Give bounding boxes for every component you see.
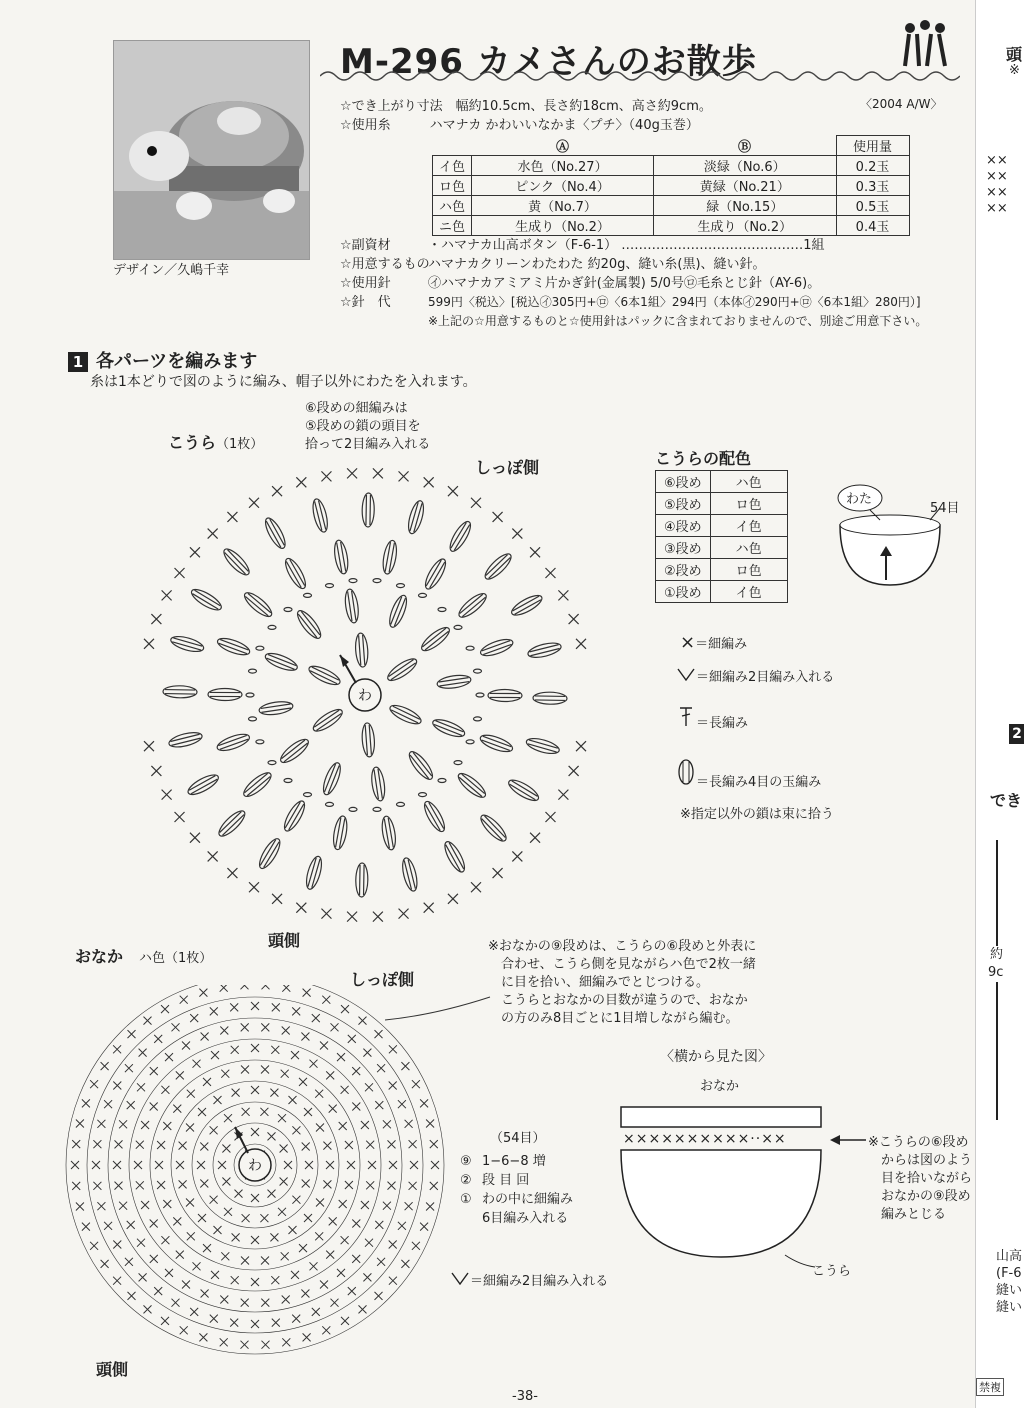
onaka-center-label: わ bbox=[248, 1158, 262, 1174]
section-1-intro: 糸は1本どりで図のように編み、帽子以外にわたを入れます。 bbox=[90, 374, 477, 390]
design-credit: デザイン／久嶋千幸 bbox=[113, 263, 230, 278]
side-view-bottom-label: こうら bbox=[812, 1264, 852, 1279]
adjacent-text: ×× bbox=[986, 201, 1008, 216]
material-row: ☆針 代 599円〈税込〉[税込㋑305円+㋺〈6本1組〉294円（本体㋑290円+㋺〈6本1組〉280円）] bbox=[340, 295, 921, 310]
table-row: ⑤段め ロ色 bbox=[656, 493, 788, 515]
koura-head-label: 頭側 bbox=[268, 931, 301, 950]
table-row: ④段め イ色 bbox=[656, 515, 788, 537]
onaka-tail-label: しっぽ側 bbox=[350, 970, 415, 989]
color-table-title: こうらの配色 bbox=[655, 449, 752, 468]
onaka-total: （54目） bbox=[490, 1131, 546, 1146]
koura-center-label: わ bbox=[358, 688, 372, 704]
table-row: ②段め ロ色 bbox=[656, 559, 788, 581]
adjacent-text: (F-6 bbox=[996, 1266, 1022, 1281]
table-row: ニ色 生成り（No.2） 生成り（No.2） 0.4玉 bbox=[433, 216, 910, 236]
legend-bobble: ＝長編み4目の玉編み bbox=[676, 758, 821, 790]
inc-symbol-icon bbox=[450, 1271, 470, 1289]
adjacent-text: ※ bbox=[1009, 63, 1020, 78]
adjacent-text: ×× bbox=[986, 185, 1008, 200]
spec-size: ☆でき上がり寸法 幅約10.5cm、長さ約18cm、高さ約9cm。 bbox=[340, 99, 712, 114]
material-row: ☆用意するものハマナカクリーンわたわた 約20g、縫い糸(黒)、縫い針。 bbox=[340, 257, 766, 272]
wata-label: わた bbox=[846, 492, 873, 507]
sc-symbol-icon: × bbox=[680, 632, 696, 653]
page-number: -38- bbox=[512, 1389, 538, 1404]
side-view-note: ※こうらの⑥段め からは図のよう 目を拾いながら おなかの⑨段め 編みとじる bbox=[868, 1135, 973, 1222]
side-view-stitches: ××××××××××··×× bbox=[623, 1131, 787, 1147]
legend-sc: ×＝細編み bbox=[680, 632, 748, 653]
koura-chart-diagram bbox=[140, 455, 590, 930]
legend-inc: ＝細編み2目編み入れる bbox=[676, 666, 834, 685]
pattern-title: M-296 カメさんのお散歩 bbox=[340, 42, 757, 82]
yarn-table: Ⓐ Ⓑ 使用量 イ色 水色（No.27） 淡緑（No.6） 0.2玉 ロ色 ピンク（No.4） 黄緑（No.21） 0.3玉 ハ色 黄（No.7） 緑（No.15） 0.5玉 ニ色 生成り（No.2） 生成り（No.2） 0.4玉 bbox=[432, 135, 910, 236]
adjacent-text: 9c bbox=[988, 965, 1004, 980]
koura-note: ⑥段めの細編みは ⑤段めの鎖の頭目を 拾って2目編み入れる bbox=[305, 401, 431, 452]
table-row: ハ色 黄（No.7） 緑（No.15） 0.5玉 bbox=[433, 196, 910, 216]
table-row: ①段め イ色 bbox=[656, 581, 788, 603]
onaka-rows-info: ⑨ 1−6−8 増 ② 段 目 回 ① わの中に細編み 6目編み入れる bbox=[460, 1154, 574, 1226]
table-row: ⑥段め ハ色 bbox=[656, 471, 788, 493]
table-row: イ色 水色（No.27） 淡緑（No.6） 0.2玉 bbox=[433, 156, 910, 176]
adjacent-text: 山高 bbox=[996, 1249, 1023, 1264]
lace-border bbox=[320, 68, 960, 84]
brand-logo-icon bbox=[895, 20, 955, 70]
adjacent-text: ×× bbox=[986, 169, 1008, 184]
adjacent-page-edge bbox=[975, 0, 1024, 1408]
adjacent-text: 約 bbox=[990, 947, 1004, 962]
material-row: ☆使用針 ㋑ハマナカアミアミ片かぎ針(金属製) 5/0号㋺毛糸とじ針（AY-6)。 bbox=[340, 276, 821, 291]
onaka-head-label: 頭側 bbox=[96, 1360, 129, 1379]
adjacent-text: 2 bbox=[1009, 724, 1024, 744]
materials-list bbox=[340, 236, 970, 331]
legend-note: ※指定以外の鎖は束に拾う bbox=[680, 807, 834, 822]
koura-tail-label: しっぽ側 bbox=[475, 458, 540, 477]
table-row: ③段め ハ色 bbox=[656, 537, 788, 559]
koura-title: こうら（1枚） bbox=[168, 433, 264, 452]
product-photo bbox=[113, 40, 310, 260]
adjacent-text: 禁複 bbox=[976, 1378, 1004, 1396]
adjacent-text: ×× bbox=[986, 153, 1008, 168]
adjacent-text: 頭 bbox=[1006, 45, 1023, 64]
bowl-stitch-count: 54目 bbox=[930, 501, 960, 516]
color-table bbox=[655, 470, 788, 603]
side-view-title: 〈横から見た図〉 bbox=[660, 1049, 772, 1065]
inc-symbol-icon bbox=[676, 667, 696, 685]
adjacent-text: 縫い bbox=[996, 1300, 1023, 1315]
onaka-chart-diagram bbox=[30, 985, 480, 1385]
onaka-title: おなか ハ色（1枚） bbox=[75, 947, 213, 966]
section-1-heading: 1 各パーツを編みます bbox=[68, 347, 257, 373]
onaka-note: ※おなかの⑨段めは、こうらの⑥段めと外表に 合わせ、こうら側を見ながらハ色で2枚一緒 に目を拾い、細編みでとじつける。 こうらとおなかの目数が違うので、おなか の方のみ8目ごとに1目増しながら編む。 bbox=[488, 939, 757, 1026]
top-note: ※上記の☆用意するものと☆使用針はパックに含まれておりませんので、別途ご用意下さい。 bbox=[428, 314, 928, 328]
side-view-diagram bbox=[615, 1095, 845, 1270]
turtle-photo-image bbox=[114, 41, 309, 259]
table-row: ロ色 ピンク（No.4） 黄緑（No.21） 0.3玉 bbox=[433, 176, 910, 196]
adjacent-text: 縫い bbox=[996, 1283, 1023, 1298]
side-view-arrow-icon bbox=[828, 1132, 868, 1148]
onaka-legend-inc: ＝細編み2目編み入れる bbox=[450, 1270, 608, 1289]
spec-yarn: ☆使用糸 ハマナカ かわいいなかま〈プチ〉（40g玉巻） bbox=[340, 118, 699, 133]
bobble-symbol-icon bbox=[676, 758, 696, 790]
season-label: 〈2004 A/W〉 bbox=[860, 97, 943, 111]
side-view-top-label: おなか bbox=[700, 1079, 740, 1094]
dc-symbol-icon bbox=[676, 705, 696, 731]
material-row: ☆副資材 ・ハマナカ山高ボタン（F-6-1） ……………………………………1組 bbox=[340, 238, 825, 253]
adjacent-text: でき bbox=[990, 791, 1023, 810]
legend-dc: ＝長編み bbox=[676, 705, 748, 731]
